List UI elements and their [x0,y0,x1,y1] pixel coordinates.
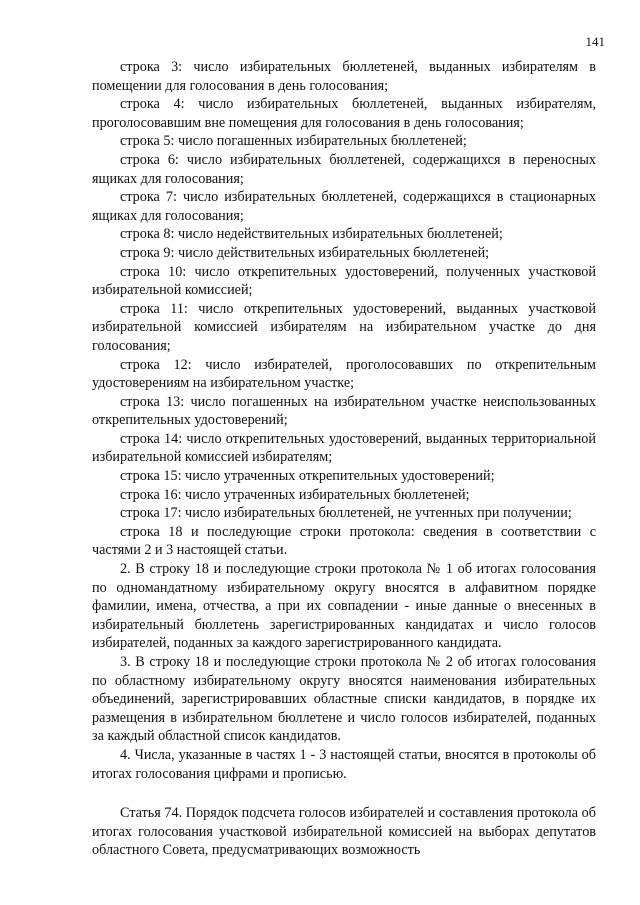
paragraph-line-5: строка 5: число погашенных избирательных бюллетеней; [120,133,467,150]
paragraph-line-14: строка 14: число открепительных удостоверений, выданных территориальной избирательной комиссией избирателям; [92,430,596,466]
paragraph-line-13: строка 13: число погашенных на избирательном участке неиспользованных открепительных удостоверений; [92,393,596,429]
paragraph-part-3: 3. В строку 18 и последующие строки протокола № 2 об итогах голосования по областному избирательному округу вносятся наименования избирательных объединений, зарегистрировавших областные списки кандидатов, в порядке их размещения в избирательном бюллетене и число голосов избирателей, поданных за каждый областной список кандидатов. [92,654,596,745]
paragraph-line-4: строка 4: число избирательных бюллетеней, выданных избирателям, проголосовавшим вне помещения для голосования в день голосования; [92,96,596,131]
paragraph-line-6: строка 6: число избирательных бюллетеней, содержащихся в переносных ящиках для голосования; [92,151,596,187]
paragraph-part-2: 2. В строку 18 и последующие строки протокола № 1 об итогах голосования по одномандатному избирательному округу вносятся в алфавитном порядке фамилии, имена, отчества, а при их совпадении - иные данные о внесенных в избирательный бюллетень зарегистрированных кандидатах и число голосов избирателей, поданных за каждого зарегистрированного кандидата. [92,561,596,652]
document-body [92,58,596,860]
paragraph-part-4: 4. Числа, указанные в частях 1 - 3 настоящей статьи, вносятся в протоколы об итогах голосования цифрами и прописью. [92,746,596,782]
paragraph-line-17: строка 17: число избирательных бюллетеней, не учтенных при получении; [120,505,572,522]
paragraph-line-15: строка 15: число утраченных открепительных удостоверений; [120,468,495,485]
page-number: 141 [585,34,605,49]
article-74-heading: Статья 74. Порядок подсчета голосов избирателей и составления протокола об итогах голосования участковой избирательной комиссией на выборах депутатов областного Совета, предусматривающих возможность [92,805,596,859]
paragraph-line-3: строка 3: число избирательных бюллетеней, выданных избирателям в помещении для голосования в день голосования; [92,59,596,94]
paragraph-line-10: строка 10: число открепительных удостоверений, полученных участковой избирательной комиссией; [92,263,596,299]
paragraph-line-8: строка 8: число недействительных избирательных бюллетеней; [120,226,503,243]
paragraph-line-11: строка 11: число открепительных удостоверений, выданных участковой избирательной комиссией избирателям на избирательном участке до дня голосования; [92,300,596,354]
paragraph-line-7: строка 7: число избирательных бюллетеней, содержащихся в стационарных ящиках для голосования; [92,189,596,224]
paragraph-line-9: строка 9: число действительных избирательных бюллетеней; [120,244,490,261]
paragraph-line-18: строка 18 и последующие строки протокола: сведения в соответствии с частями 2 и 3 настоящей статьи. [92,523,596,559]
paragraph-line-16: строка 16: число утраченных избирательных бюллетеней; [120,486,470,503]
paragraph-line-12: строка 12: число избирателей, проголосовавших по открепительным удостоверениям на избирательном участке; [92,356,596,392]
